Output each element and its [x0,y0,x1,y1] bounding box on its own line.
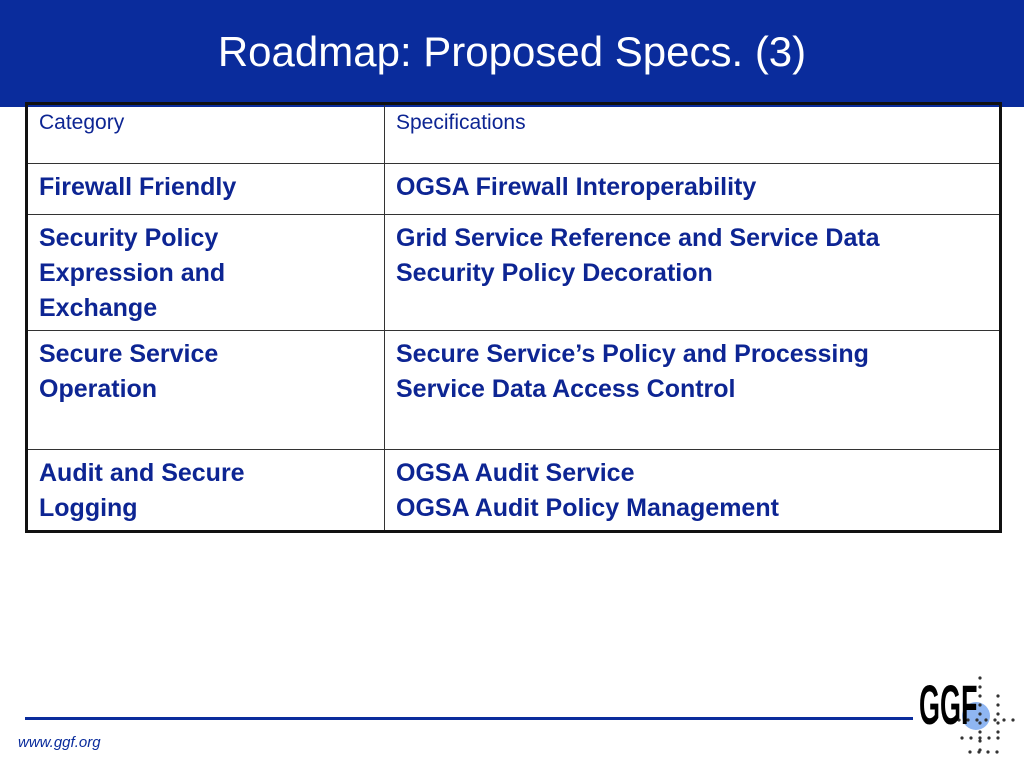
spec-text: OGSA Audit Service [396,459,635,487]
category-text: Firewall Friendly [39,173,237,201]
category-text: Exchange [39,294,158,322]
category-text: Logging [39,494,138,522]
specs-cell [385,450,1001,532]
spec-text: Secure Service’s Policy and Processing [396,340,869,368]
spec-text: Security Policy Decoration [396,259,713,287]
specs-cell [385,164,1001,215]
table-header-row [27,104,1001,164]
spec-text: OGSA Audit Policy Management [396,494,779,522]
spec-text: OGSA Firewall Interoperability [396,173,757,201]
ggf-logo-text: GGF [919,674,978,737]
specs-cell [385,331,1001,450]
category-cell [27,164,385,215]
ggf-logo-icon [916,648,1022,766]
header-category: Category [27,104,385,164]
title-bar [0,0,1024,107]
category-text: Operation [39,375,158,403]
footer-divider [25,717,913,720]
spec-text: Service Data Access Control [396,375,736,403]
specs-cell [385,215,1001,331]
table-row [27,331,1001,450]
category-cell [27,450,385,532]
category-text: Expression and [39,259,226,287]
category-cell [27,215,385,331]
table-row [27,215,1001,331]
header-specifications: Specifications [385,104,1001,164]
table-row [27,164,1001,215]
category-text: Security Policy [39,224,219,252]
table-row [27,450,1001,532]
footer-url: www.ggf.org [18,734,101,751]
spec-text: Grid Service Reference and Service Data [396,224,880,252]
category-text: Audit and Secure [39,459,245,487]
category-text: Secure Service [39,340,219,368]
slide-title: Roadmap: Proposed Specs. (3) [217,28,807,75]
specs-table [25,102,1002,533]
category-cell [27,331,385,450]
